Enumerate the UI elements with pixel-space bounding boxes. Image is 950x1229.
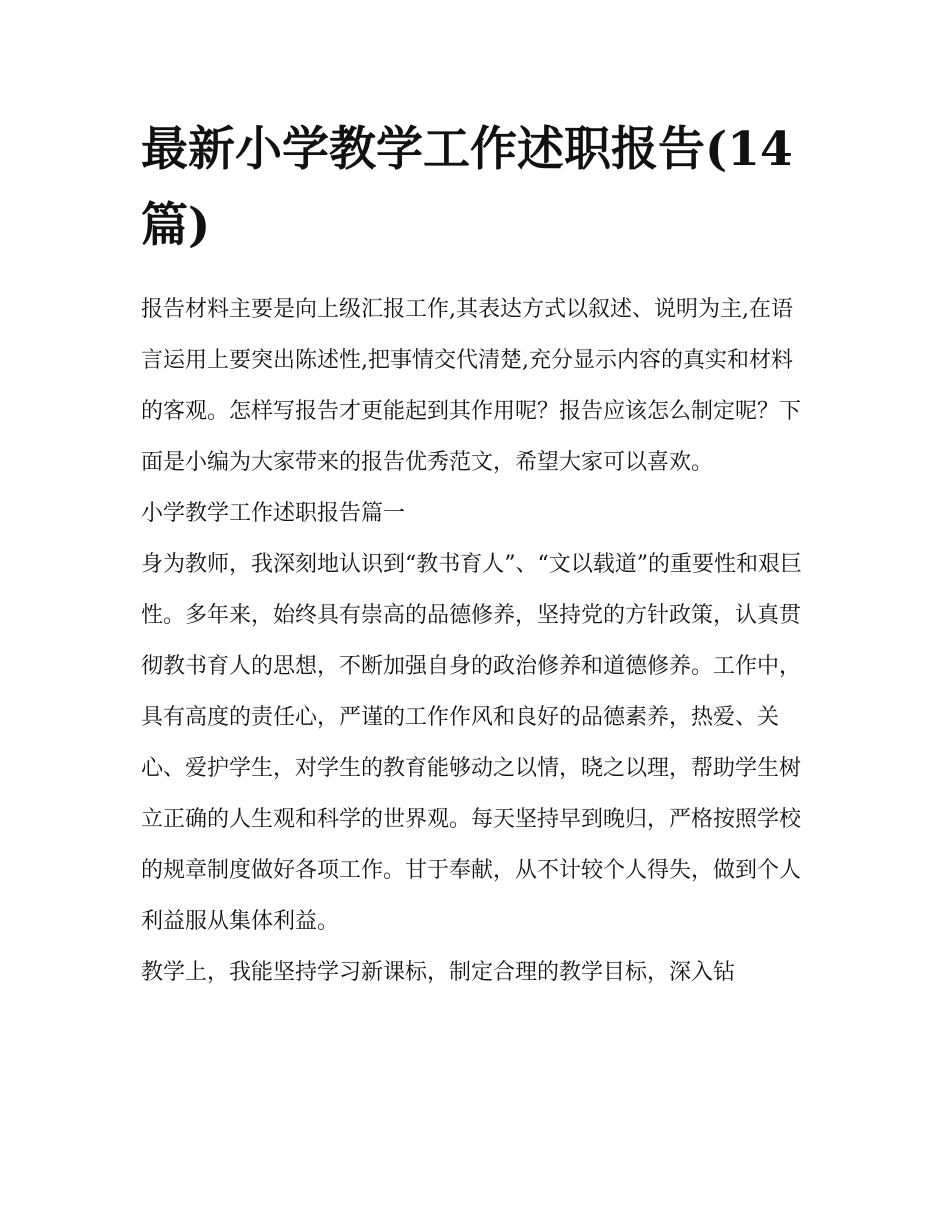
body-paragraph-1: 身为教师，我深刻地认识到“教书育人”、“文以载道”的重要性和艰巨性。多年来，始终具有崇高的品德修养，坚持党的方针政策，认真贯彻教书育人的思想，不断加强自身的政治修养和道德修养。工作中，具有高度的责任心，严谨的工作作风和良好的品德素养，热爱、关心、爱护学生，对学生的教育能够动之以情，晓之以理，帮助学生树立正确的人生观和科学的世界观。每天坚持早到晚归，严格按照学校的规章制度做好各项工作。甘于奉献，从不计较个人得失，做到个人利益服从集体利益。 [141,552,802,934]
body-paragraph-2: 教学上，我能坚持学习新课标，制定合理的教学目标，深入钻 [141,960,736,985]
section-heading: 小学教学工作述职报告篇一 [141,501,406,526]
intro-paragraph: 报告材料主要是向上级汇报工作,其表达方式以叙述、说明为主,在语言运用上要突出陈述性,把事情交代清楚,充分显示内容的真实和材料的客观。怎样写报告才更能起到其作用呢？报告应该怎么制定呢？下面是小编为大家带来的报告优秀范文，希望大家可以喜欢。 [141,297,802,475]
document-page [141,112,811,998]
document-title: 最新小学教学工作述职报告(14篇) [141,122,793,253]
